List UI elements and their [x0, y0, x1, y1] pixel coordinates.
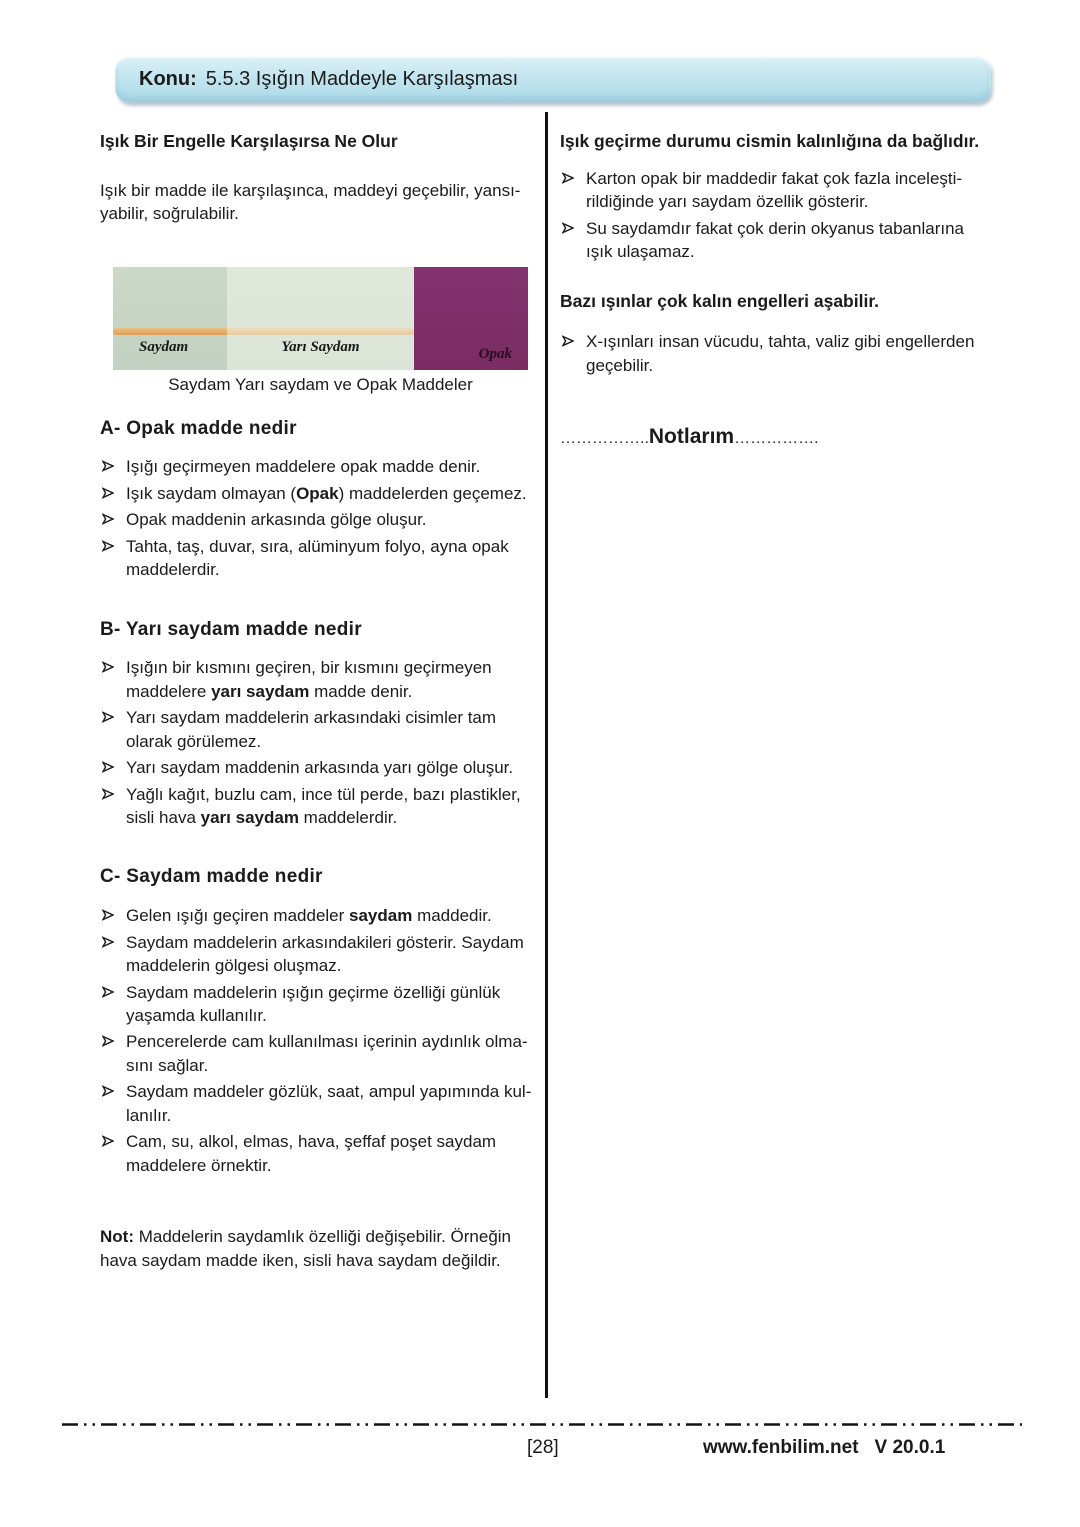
thickness-list [560, 167, 988, 264]
list-item [102, 508, 533, 531]
list-item [102, 756, 533, 779]
bullet-arrow-icon [102, 986, 114, 998]
footer-site-version [703, 1437, 945, 1459]
section-a-list [100, 455, 533, 581]
list-item [102, 1080, 533, 1127]
footer-divider-line [62, 1422, 1022, 1427]
bullet-arrow-icon [102, 487, 114, 499]
photo-transparent-region [113, 267, 227, 370]
right-column [560, 130, 988, 449]
item-text: Opak maddenin arkasında gölge oluşur. [126, 510, 427, 530]
list-item [102, 455, 533, 478]
bullet-arrow-icon [102, 788, 114, 800]
bullet-arrow-icon [102, 460, 114, 472]
bullet-arrow-icon [102, 513, 114, 525]
item-text: Yarı saydam maddelerin arkasındaki cisimler tam olarak görülemez. [126, 708, 497, 751]
item-text: X-ışınları insan vücudu, tahta, valiz gibi engellerden geçebilir. [586, 332, 975, 375]
item-text: Gelen ışığı geçiren maddeler saydam maddedir. [126, 906, 492, 926]
left-heading: Işık Bir Engelle Karşılaşırsa Ne Olur [100, 131, 398, 151]
photo-label-saydam: Saydam [139, 338, 189, 355]
photo-label-opak: Opak [478, 345, 512, 362]
bullet-arrow-icon [562, 172, 574, 184]
page-number: [28] [527, 1437, 559, 1458]
item-text: Su saydamdır fakat çok derin okyanus tabanlarına ışık ulaşamaz. [586, 218, 964, 262]
right-heading-thick-barriers: Bazı ışınlar çok kalın engelleri aşabilir. [560, 290, 880, 311]
section-a-heading: A- Opak madde nedir [100, 417, 297, 439]
site-url: www.fenbilim.net [703, 1437, 859, 1458]
list-item [102, 904, 533, 927]
version-label: V 20.0.1 [874, 1437, 946, 1458]
section-c-list [100, 904, 533, 1177]
item-text: Yağlı kağıt, buzlu cam, ince tül perde, bazı plastikler, sisli hava yarı saydam maddelerdir. [126, 784, 521, 828]
list-item [102, 1130, 533, 1177]
bullet-arrow-icon [102, 1035, 114, 1047]
bullet-arrow-icon [102, 540, 114, 552]
item-text: Işığı geçirmeyen maddelere opak madde denir. [126, 457, 481, 477]
item-text: Cam, su, alkol, elmas, hava, şeffaf poşet saydam maddelere örnektir. [126, 1132, 497, 1175]
left-column [100, 130, 533, 1272]
section-b-list [100, 656, 533, 829]
my-notes-label: Notlarım [648, 425, 735, 449]
my-notes-line [560, 425, 988, 449]
list-item [102, 482, 533, 505]
item-text: Saydam maddelerin arkasındakileri gösterir. Saydam maddelerin gölgesi oluşmaz. [126, 932, 524, 976]
topic-banner [115, 56, 991, 102]
list-item [562, 167, 988, 214]
dots-right: ……………. [734, 430, 819, 448]
dots-left: …………….. [560, 430, 649, 448]
xray-list [560, 330, 988, 377]
list-item [102, 931, 533, 978]
materials-photo [113, 267, 528, 370]
list-item [102, 656, 533, 703]
column-divider [545, 112, 548, 1398]
list-item [102, 783, 533, 830]
section-c-heading: C- Saydam madde nedir [100, 866, 323, 888]
item-text: Saydam maddeler gözlük, saat, ampul yapımında kul-lanılır. [126, 1082, 532, 1125]
list-item [102, 535, 533, 582]
item-text: Işığın bir kısmını geçiren, bir kısmını geçirmeyen maddelere yarı saydam madde denir. [126, 658, 492, 701]
list-item [562, 330, 988, 377]
bullet-arrow-icon [102, 909, 114, 921]
list-item [562, 217, 988, 264]
bullet-arrow-icon [102, 661, 114, 673]
topic-title: 5.5.3 Işığın Maddeyle Karşılaşması [205, 67, 519, 90]
item-text: Saydam maddelerin ışığın geçirme özelliği günlük yaşamda kullanılır. [126, 982, 501, 1025]
intro-paragraph: Işık bir madde ile karşılaşınca, maddeyi geçebilir, yansı-yabilir, soğrulabilir. [100, 180, 521, 224]
item-text: Işık saydam olmayan (Opak) maddelerden geçemez. [126, 483, 527, 503]
item-text: Yarı saydam maddenin arkasında yarı gölge oluşur. [126, 758, 514, 778]
photo-opaque-region [414, 267, 528, 370]
right-heading-thickness: Işık geçirme durumu cismin kalınlığına da bağlıdır. [560, 131, 980, 151]
bullet-arrow-icon [102, 711, 114, 723]
item-text: Tahta, taş, duvar, sıra, alüminyum folyo, ayna opak maddelerdir. [126, 536, 509, 580]
list-item [102, 981, 533, 1028]
bullet-arrow-icon [102, 1135, 114, 1147]
note-label: Not: [100, 1227, 134, 1247]
photo-label-yari-saydam: Yarı Saydam [281, 338, 360, 355]
list-item [102, 706, 533, 753]
photo-caption: Saydam Yarı saydam ve Opak Maddeler [168, 374, 473, 394]
item-text: Pencerelerde cam kullanılması içerinin aydınlık olma-sını sağlar. [126, 1032, 528, 1075]
bullet-arrow-icon [102, 1085, 114, 1097]
bullet-arrow-icon [562, 335, 574, 347]
list-item [102, 1030, 533, 1077]
section-b-heading: B- Yarı saydam madde nedir [100, 618, 362, 640]
item-text: Karton opak bir maddedir fakat çok fazla inceleşti-rildiğinde yarı saydam özellik gösterir. [586, 168, 963, 212]
topic-label: Konu: [139, 67, 197, 90]
bullet-arrow-icon [562, 222, 574, 234]
note-paragraph: Not: Maddelerin saydamlık özelliği değişebilir. Örneğin hava saydam madde iken, sisli hava saydam değildir. [100, 1227, 512, 1270]
bullet-arrow-icon [102, 761, 114, 773]
bullet-arrow-icon [102, 936, 114, 948]
